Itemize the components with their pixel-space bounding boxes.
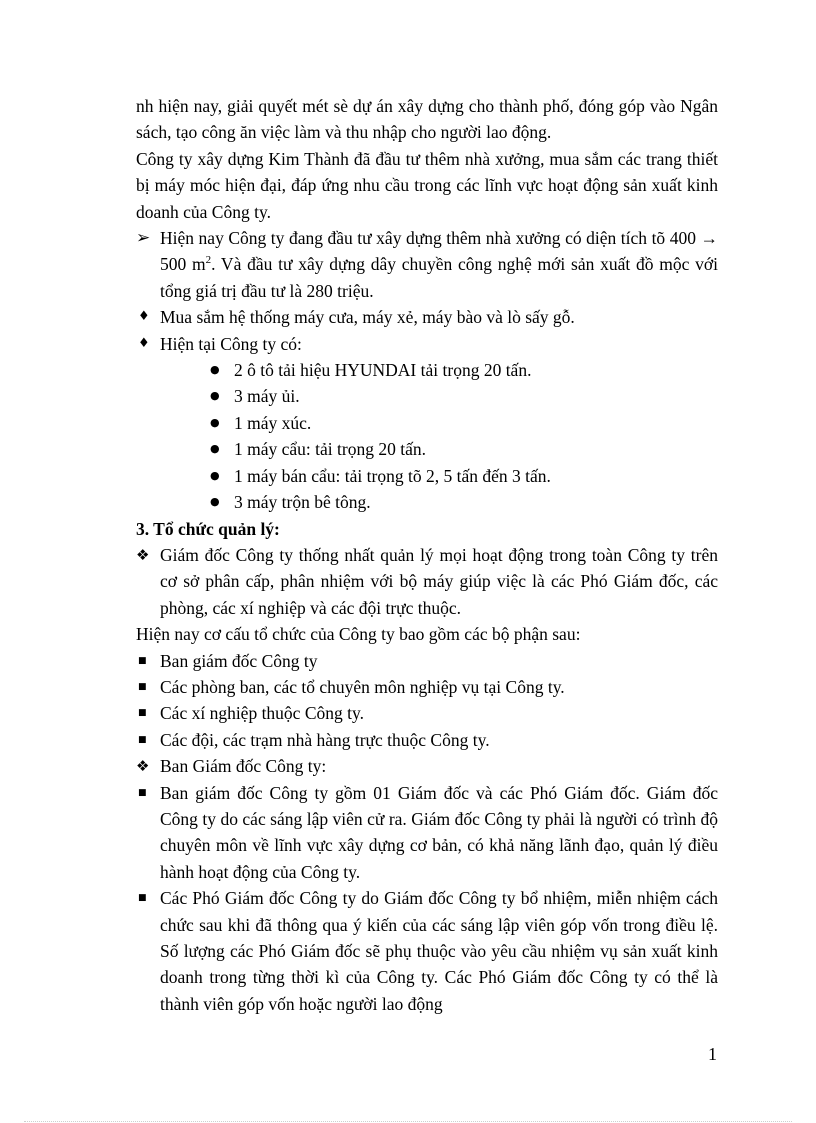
dot-bullet-icon: ●: [210, 415, 220, 429]
equipment-item: ● 3 máy ủi.: [136, 383, 718, 409]
star-item-text: Giám đốc Công ty thống nhất quản lý mọi hoạt động trong toàn Công ty trên cơ sở phân cấp, phân nhiệm với bộ máy giúp việc là các Phó Giám đốc, các phòng, các xí nghiệp và các đội trực thuộc.: [160, 544, 718, 618]
structure-item: ■ Ban giám đốc Công ty: [136, 648, 718, 674]
star-list-item: [136, 542, 718, 621]
arrow-item-text-end: . Và đầu tư xây dựng dây chuyền công nghệ mới sản xuất đồ mộc với tổng giá trị đầu tư là 280 triệu.: [160, 254, 718, 301]
superscript-two: 2: [205, 254, 212, 267]
structure-item: ■ Các phòng ban, các tổ chuyên môn nghiệp vụ tại Công ty.: [136, 674, 718, 700]
diamond-bullet-icon: ♦: [138, 309, 150, 325]
arrow-item-text: Hiện nay Công ty đang đầu tư xây dựng thêm nhà xưởng có diện tích tõ 400 → 500 m: [160, 228, 718, 275]
dot-bullet-icon: ●: [210, 442, 220, 456]
equipment-item: ● 2 ô tô tải hiệu HYUNDAI tải trọng 20 tấn.: [136, 357, 718, 383]
section-heading: 3. Tổ chức quản lý:: [136, 518, 280, 539]
square-bullet-icon: ■: [138, 681, 147, 692]
structure-item: ■ Các xí nghiệp thuộc Công ty.: [136, 700, 718, 726]
board-item: ■ Các Phó Giám đốc Công ty do Giám đốc Công ty bổ nhiệm, miễn nhiệm cách chức sau khi đã thông qua ý kiến của các sáng lập viên góp vốn trong điều lệ. Số lượng các Phó Giám đốc sẽ phụ thuộc vào yêu cầu nhiệm vụ sản xuất kinh doanh trong từng thời kì của Công ty. Các Phó Giám đốc Công ty có thể là thành viên góp vốn hoặc người lao động: [136, 885, 718, 1017]
diamond-bullet-icon: ♦: [138, 335, 150, 351]
page-content: [136, 93, 718, 1017]
page-bottom-divider: [24, 1121, 792, 1122]
equipment-item: ● 1 máy xúc.: [136, 410, 718, 436]
dot-bullet-icon: ●: [210, 468, 220, 482]
page-number: 1: [708, 1044, 717, 1064]
arrow-list-item: [136, 225, 718, 304]
square-bullet-icon: ■: [138, 655, 147, 666]
paragraph-investment: Công ty xây dựng Kim Thành đã đầu tư thêm nhà xưởng, mua sắm các trang thiết bị máy móc hiện đại, đáp ứng nhu cầu trong các lĩnh vực hoạt động sản xuất kinh doanh của Công ty.: [136, 148, 718, 222]
dot-bullet-icon: ●: [210, 389, 220, 403]
structure-intro: Hiện nay cơ cấu tổ chức của Công ty bao gồm các bộ phận sau:: [136, 624, 581, 645]
square-bullet-icon: ■: [138, 708, 147, 719]
square-bullet-icon: ■: [138, 734, 147, 745]
board-item: ■ Ban giám đốc Công ty gồm 01 Giám đốc và các Phó Giám đốc. Giám đốc Công ty do các sáng lập viên cử ra. Giám đốc Công ty phải là người có trình độ chuyên môn về lĩnh vực xây dựng cơ bản, có khả năng lãnh đạo, quản lý điều hành hoạt động của Công ty.: [136, 780, 718, 886]
diamond-item-text: Hiện tại Công ty có:: [160, 333, 302, 354]
diamond-list-item: [136, 331, 718, 357]
four-diamond-star-icon: ❖: [136, 545, 150, 564]
diamond-item-text: Mua sắm hệ thống máy cưa, máy xẻ, máy bào và lò sấy gỗ.: [160, 307, 575, 328]
equipment-item: ● 1 máy bán cẩu: tải trọng tõ 2, 5 tấn đến 3 tấn.: [136, 463, 718, 489]
equipment-item: ● 3 máy trộn bê tông.: [136, 489, 718, 515]
star-item-text: Ban Giám đốc Công ty:: [160, 756, 327, 777]
arrow-bullet-icon: ➢: [136, 228, 151, 249]
four-diamond-star-icon: ❖: [136, 757, 150, 776]
star-list-item: [136, 753, 718, 779]
dot-bullet-icon: ●: [210, 363, 220, 377]
square-bullet-icon: ■: [138, 787, 147, 798]
structure-item: ■ Các đội, các trạm nhà hàng trực thuộc Công ty.: [136, 727, 718, 753]
paragraph-intro: nh hiện nay, giải quyết mét sè dự án xây dựng cho thành phố, đóng góp vào Ngân sách, tạo công ăn việc làm và thu nhập cho người lao động.: [136, 96, 718, 143]
diamond-list-item: [136, 304, 718, 330]
equipment-item: ● 1 máy cẩu: tải trọng 20 tấn.: [136, 436, 718, 462]
dot-bullet-icon: ●: [210, 495, 220, 509]
square-bullet-icon: ■: [138, 893, 147, 904]
